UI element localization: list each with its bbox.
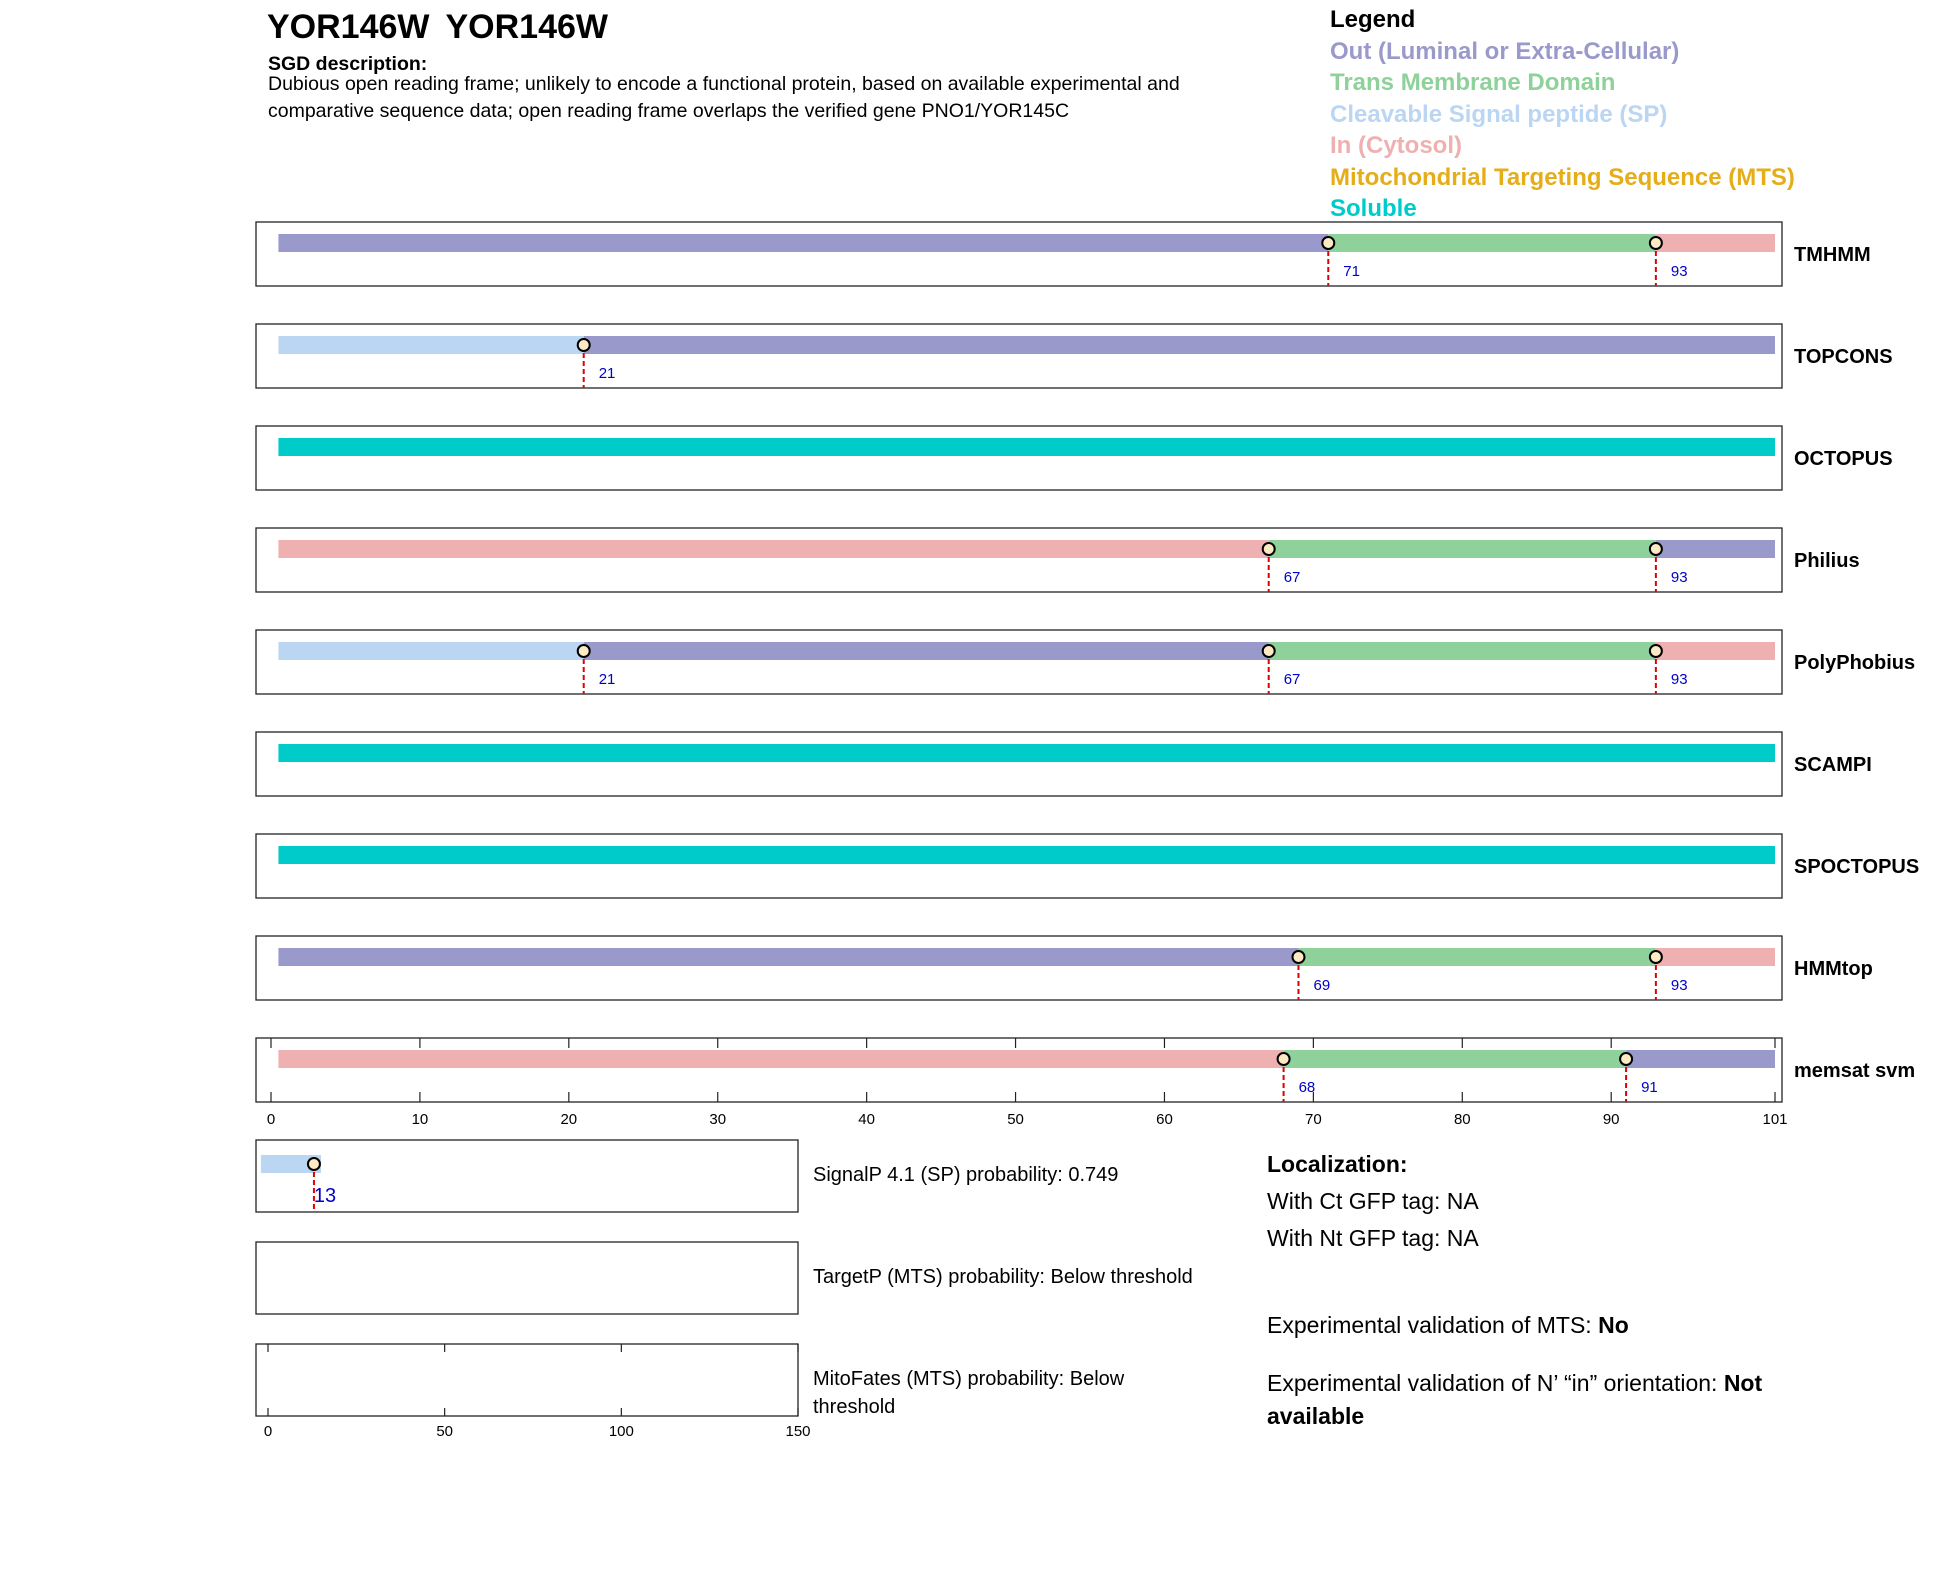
marker-dot-memsat-svm [1278,1053,1290,1065]
panel-frame-scampi [256,732,1782,796]
legend [1330,6,1795,222]
prob-label-targetp: TargetP (MTS) probability: Below threshold [813,1266,1193,1288]
segment-in-tmhmm [1656,234,1775,252]
position-label-polyphobius: 93 [1670,671,1688,688]
segment-soluble-scampi [278,744,1775,762]
x-tick-label: 90 [1602,1111,1620,1128]
panel-scampi [256,732,1872,796]
segment-soluble-octopus [278,438,1775,456]
segment-tm-tmhmm [1328,234,1656,252]
sgd-description-line-1: Dubious open reading frame; unlikely to encode a functional protein, based on available experimental and [268,73,1180,95]
marker-dot-polyphobius [1263,645,1275,657]
segment-sp-polyphobius [278,642,583,660]
prob-position-label-signalp: 13 [313,1185,337,1207]
segment-in-philius [278,540,1268,558]
segment-sp-topcons [278,336,583,354]
position-label-tmhmm: 93 [1670,263,1688,280]
segment-tm-polyphobius [1269,642,1656,660]
nt-gfp-tag: With Nt GFP tag: NA [1267,1225,1479,1251]
localization [1267,1151,1762,1429]
panel-octopus [256,426,1893,490]
segment-soluble-spoctopus [278,846,1775,864]
position-label-polyphobius: 67 [1283,671,1301,688]
predictor-label-topcons: TOPCONS [1794,346,1893,368]
marker-dot-polyphobius [1650,645,1662,657]
panel-spoctopus [256,834,1919,898]
prob-frame-targetp [256,1242,798,1314]
marker-dot-hmmtop [1292,951,1304,963]
prob-x-tick-label: 50 [436,1423,454,1440]
panel-polyphobius [256,630,1915,694]
gene-title: YOR146W YOR146W [267,8,608,46]
predictor-label-tmhmm: TMHMM [1794,244,1871,266]
predictor-label-philius: Philius [1794,550,1860,572]
position-label-tmhmm: 71 [1343,263,1360,280]
prob-label-mitofates-0: MitoFates (MTS) probability: Below [813,1368,1125,1390]
segment-out-hmmtop [278,948,1298,966]
position-label-polyphobius: 21 [598,671,616,688]
panel-frame-octopus [256,426,1782,490]
predictor-label-memsat-svm: memsat svm [1794,1060,1916,1082]
position-label-philius: 93 [1670,569,1688,586]
topology-panels [256,222,1919,1128]
panel-frame-hmmtop [256,936,1782,1000]
panel-philius [256,528,1860,592]
marker-dot-hmmtop [1650,951,1662,963]
prob-x-tick-label: 100 [608,1423,634,1440]
predictor-label-scampi: SCAMPI [1794,754,1872,776]
nin-validation: Experimental validation of N’ “in” orientation: Not [1267,1370,1763,1396]
prob-label-mitofates-1: threshold [813,1396,896,1418]
x-tick-label: 60 [1156,1111,1173,1128]
predictor-label-octopus: OCTOPUS [1794,448,1893,470]
prob-panel-signalp [256,1140,1118,1212]
probability-panels [256,1140,1193,1440]
x-tick-label: 20 [560,1111,578,1128]
prob-x-tick-label: 0 [263,1423,273,1440]
panel-frame-memsat-svm [256,1038,1782,1102]
segment-tm-memsat-svm [1284,1050,1626,1068]
legend-item-tm: Trans Membrane Domain [1330,69,1616,96]
prob-label-signalp: SignalP 4.1 (SP) probability: 0.749 [813,1164,1119,1186]
legend-item-out: Out (Luminal or Extra-Cellular) [1330,38,1680,65]
position-label-topcons: 21 [598,365,616,382]
x-tick-label: 40 [858,1111,875,1128]
prob-frame-signalp [256,1140,798,1212]
segment-out-polyphobius [584,642,1269,660]
segment-tm-philius [1269,540,1656,558]
marker-dot-polyphobius [578,645,590,657]
position-label-memsat-svm: 68 [1298,1079,1316,1096]
ct-gfp-tag: With Ct GFP tag: NA [1267,1188,1479,1214]
legend-item-in: In (Cytosol) [1330,132,1462,159]
nin-validation-continued: available [1267,1403,1365,1429]
segment-in-hmmtop [1656,948,1775,966]
marker-dot-tmhmm [1322,237,1334,249]
position-label-hmmtop: 69 [1313,977,1331,994]
panel-tmhmm [256,222,1871,286]
marker-dot-philius [1263,543,1275,555]
x-tick-label: 101 [1762,1111,1788,1128]
segment-out-topcons [584,336,1775,354]
marker-dot-memsat-svm [1620,1053,1632,1065]
prob-marker-dot-signalp [308,1158,320,1170]
marker-dot-philius [1650,543,1662,555]
marker-dot-topcons [578,339,590,351]
panel-memsat-svm [256,1038,1915,1128]
segment-out-philius [1656,540,1775,558]
predictor-label-spoctopus: SPOCTOPUS [1794,856,1920,878]
sgd-description-line-2: comparative sequence data; open reading frame overlaps the verified gene PNO1/YOR145C [268,100,1070,122]
position-label-philius: 67 [1283,569,1301,586]
panel-frame-topcons [256,324,1782,388]
legend-item-sp: Cleavable Signal peptide (SP) [1330,101,1668,128]
mts-validation: Experimental validation of MTS: No [1267,1312,1629,1338]
predictor-label-polyphobius: PolyPhobius [1794,652,1916,674]
prob-x-tick-label: 150 [785,1423,811,1440]
prob-panel-targetp [256,1242,1193,1314]
x-tick-label: 80 [1453,1111,1471,1128]
panel-topcons [256,324,1893,388]
panel-frame-philius [256,528,1782,592]
legend-item-mts: Mitochondrial Targeting Sequence (MTS) [1330,164,1795,191]
panel-hmmtop [256,936,1873,1000]
panel-frame-polyphobius [256,630,1782,694]
segment-in-memsat-svm [278,1050,1283,1068]
marker-dot-tmhmm [1650,237,1662,249]
legend-heading: Legend [1330,6,1416,33]
position-label-hmmtop: 93 [1670,977,1688,994]
prob-frame-mitofates [256,1344,798,1416]
x-tick-label: 0 [266,1111,276,1128]
segment-out-tmhmm [278,234,1328,252]
x-tick-label: 30 [709,1111,727,1128]
prob-panel-mitofates [256,1344,1125,1440]
x-tick-label: 50 [1007,1111,1024,1128]
segment-in-polyphobius [1656,642,1775,660]
x-tick-label: 70 [1305,1111,1322,1128]
sgd-heading: SGD description: [268,53,428,75]
panel-frame-spoctopus [256,834,1782,898]
x-tick-label: 10 [411,1111,429,1128]
localization-heading: Localization: [1267,1151,1408,1177]
predictor-label-hmmtop: HMMtop [1794,958,1873,980]
position-label-memsat-svm: 91 [1641,1079,1658,1096]
segment-out-memsat-svm [1626,1050,1775,1068]
panel-frame-tmhmm [256,222,1782,286]
segment-tm-hmmtop [1298,948,1655,966]
legend-item-soluble: Soluble [1330,195,1417,222]
